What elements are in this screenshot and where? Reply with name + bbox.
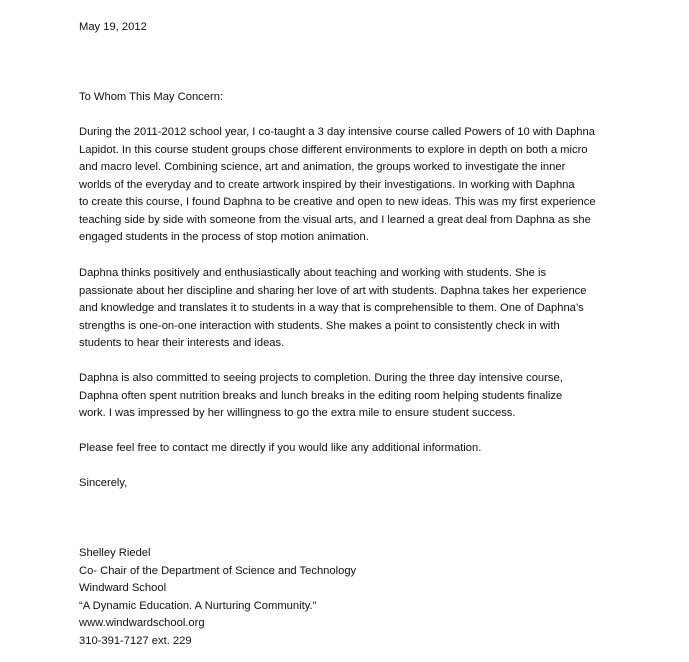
letter-closing <box>79 475 654 493</box>
paragraph-line: Lapidot. In this course student groups chose different environments to explore in depth on both a micro <box>79 143 588 156</box>
signature-motto: “A Dynamic Education. A Nurturing Community." <box>79 599 317 612</box>
paragraph-line: Daphna is also committed to seeing projects to completion. During the three day intensive course, <box>79 372 563 384</box>
signature-title: Co- Chair of the Department of Science and Technology <box>79 564 357 577</box>
letter-date <box>79 19 654 37</box>
closing-text: Sincerely, <box>79 477 128 489</box>
signature-block <box>79 545 654 650</box>
paragraph-line: and macro level. Combining science, art and animation, the groups worked to investigate the inner <box>79 161 566 173</box>
paragraph-line: work. I was impressed by her willingness to go the extra mile to ensure student success. <box>79 407 516 419</box>
paragraph-line: to create this course, I found Daphna to be creative and open to new ideas. This was my first experience <box>79 196 596 208</box>
paragraph-line: strengths is one-on-one interaction with students. She makes a point to consistently check in with <box>79 319 560 332</box>
date-text: May 19, 2012 <box>79 21 147 33</box>
paragraph-4 <box>79 440 654 458</box>
paragraph-line: engaged students in the process of stop motion animation. <box>79 231 369 243</box>
paragraph-line: worlds of the everyday and to create artwork inspired by their investigations. In working with Daphna <box>79 178 575 191</box>
paragraph-line: passionate about her discipline and sharing her love of art with students. Daphna takes her experience <box>79 284 587 297</box>
signature-name: Shelley Riedel <box>79 547 151 559</box>
signature-school: Windward School <box>79 582 167 594</box>
paragraph-line: and knowledge and translates it to students in a way that is comprehensible to them. One of Daphna’s <box>79 302 584 314</box>
paragraph-1 <box>79 124 654 247</box>
salutation-text: To Whom This May Concern: <box>79 91 224 103</box>
signature-phone: 310-391-7127 ext. 229 <box>79 634 192 647</box>
letter-salutation <box>79 89 654 107</box>
paragraph-line: students to hear their interests and ideas. <box>79 337 285 349</box>
paragraph-line: During the 2011-2012 school year, I co-taught a 3 day intensive course called Powers of 10 with Daphna <box>79 126 595 138</box>
paragraph-3 <box>79 370 654 423</box>
paragraph-line: teaching side by side with someone from the visual arts, and I learned a great deal from Daphna as she <box>79 213 591 226</box>
paragraph-line: Daphna often spent nutrition breaks and lunch breaks in the editing room helping students finalize <box>79 389 563 402</box>
paragraph-2 <box>79 265 654 353</box>
paragraph-line: Please feel free to contact me directly if you would like any additional information. <box>79 442 482 454</box>
paragraph-line: Daphna thinks positively and enthusiastically about teaching and working with students. She is <box>79 267 547 279</box>
signature-website: www.windwardschool.org <box>79 617 205 629</box>
